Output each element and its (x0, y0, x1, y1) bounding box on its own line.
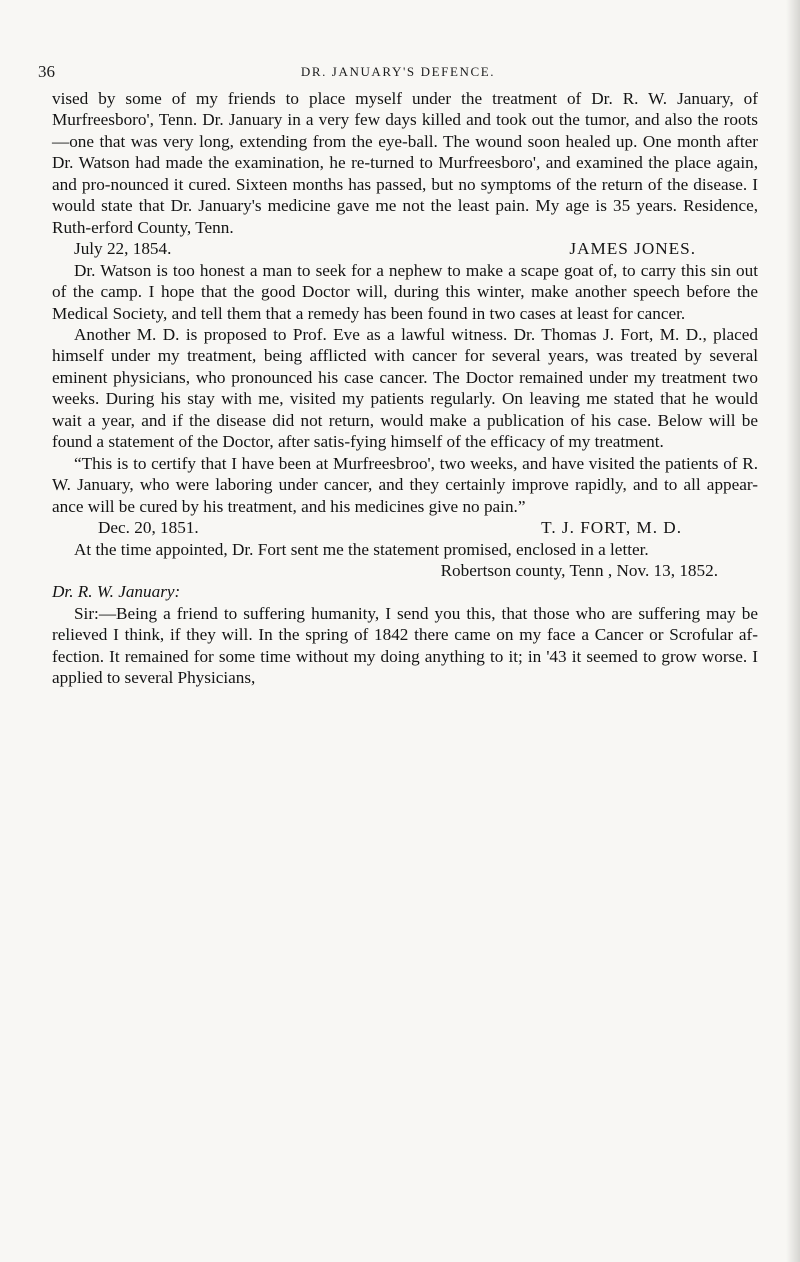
fort-signature-row (52, 517, 758, 538)
jones-date: July 22, 1854. (74, 239, 172, 259)
paragraph-jones-testimony: vised by some of my friends to place myself under the treatment of Dr. R. W. January, of Murfreesboro', Tenn. Dr. January in a very few days killed and took out the tumor, and also the roots—one that was very long, extending from the eye-ball. The wound soon healed up. One month after Dr. Watson had made the examination, he re-turned to Murfreesboro', and examined the place again, and pro-nounced it cured. Sixteen months has passed, but no symptoms of the return of the disease. I would state that Dr. January's medicine gave me not the least pain. My age is 35 years. Residence, Ruth-erford County, Tenn. (52, 89, 758, 237)
jones-signature: JAMES JONES. (569, 239, 696, 259)
page-number: 36 (38, 62, 55, 81)
paragraph-fort-certificate: “This is to certify that I have been at Murfreesbroo', two weeks, and have visited the patients of R. W. January, who were laboring under cancer, and they certainly improve rapidly, and to all appear-ance will be cured by his treatment, and his medicines give no pain.” (52, 453, 758, 516)
running-title: DR. JANUARY'S DEFENCE. (300, 64, 496, 79)
fort-signature: T. J. FORT, M. D. (541, 518, 682, 538)
letter-dateline: Robertson county, Tenn , Nov. 13, 1852. (440, 560, 718, 580)
fort-date: Dec. 20, 1851. (98, 518, 199, 538)
page-edge-shadow (786, 0, 800, 1262)
body-text (52, 88, 758, 689)
jones-signature-row (52, 238, 758, 259)
paragraph-letter-body: Sir:—Being a friend to suffering humanity, I send you this, that those who are suffering may be relieved I think, if they will. In the spring of 1842 there came on my face a Cancer or Scrofular af-fection. It remained for some time without my doing anything to it; in '43 it seemed to grow worse. I applied to several Physicians, (52, 603, 758, 688)
running-head (38, 62, 758, 82)
paragraph-fort-letter: At the time appointed, Dr. Fort sent me the statement promised, enclosed in a letter. (74, 539, 649, 559)
letter-salutation: Dr. R. W. January: (52, 582, 181, 602)
paragraph-watson: Dr. Watson is too honest a man to seek for a nephew to make a scape goat of, to carry this sin out of the camp. I hope that the good Doctor will, during this winter, make another speech before the Medical Society, and tell them that a remedy has been found in two cases at least for cancer. (52, 260, 758, 323)
paragraph-fort-intro: Another M. D. is proposed to Prof. Eve as a lawful witness. Dr. Thomas J. Fort, M. D., placed himself under my treatment, being afflicted with cancer for several years, was treated by several eminent physicians, who pronounced his case cancer. The Doctor remained under my treatment two weeks. During his stay with me, visited my patients regularly. On leaving me stated that he would wait a year, and if the disease did not return, would make a publication of his case. Below will be found a statement of the Doctor, after satis-fying himself of the efficacy of my treatment. (52, 324, 758, 452)
